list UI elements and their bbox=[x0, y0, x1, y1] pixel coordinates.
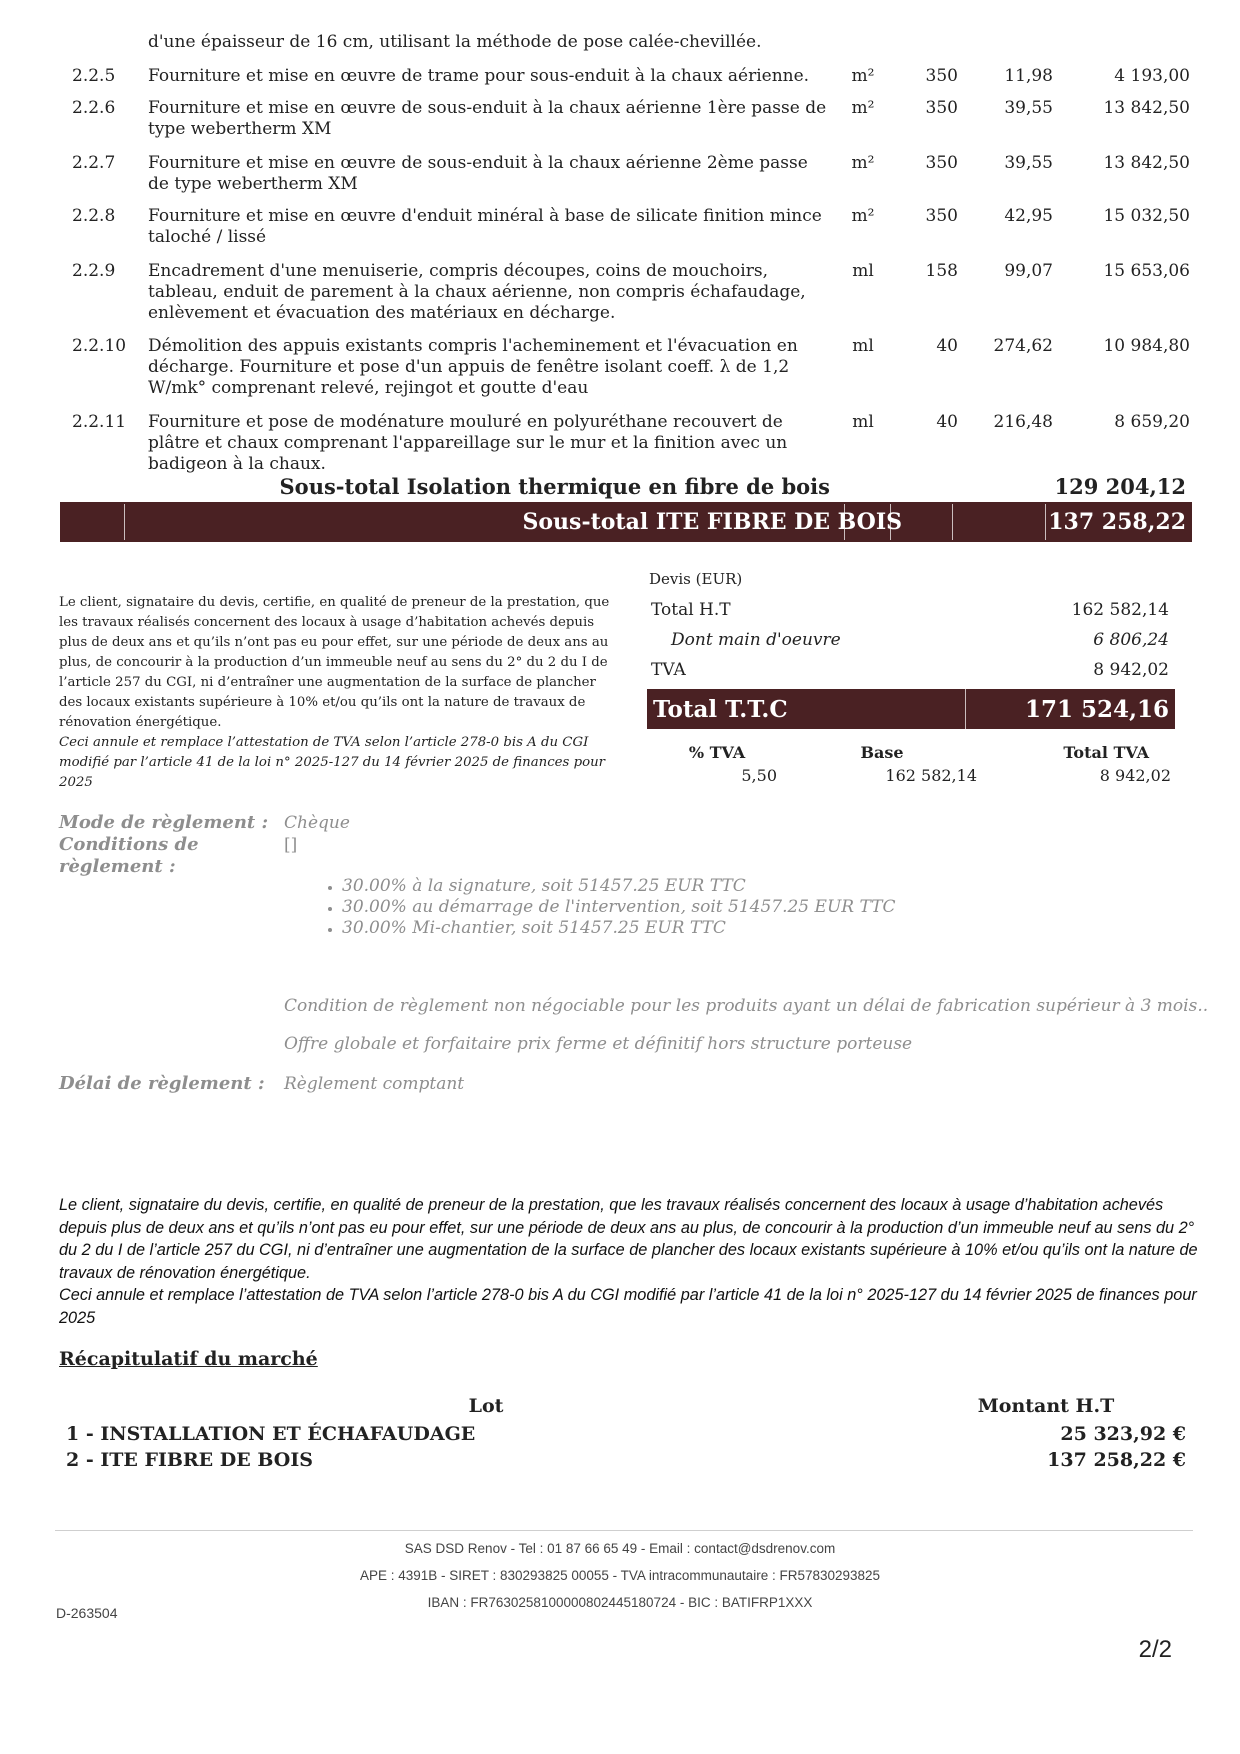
main-oeuvre-value: 6 806,24 bbox=[1093, 630, 1169, 650]
recap-amount: 137 258,22 € bbox=[1047, 1449, 1186, 1471]
attestation-text: Le client, signataire du devis, certifie, en qualité de preneur de la prestation, que les travaux réalisés concernent des locaux à usage d’habitation achevés depuis plus de deux ans et qu’ils n’ont pas eu pour effet, sur une période de deux ans au plus, de concourir à la production d’un immeuble neuf au sens du 2° du 2 du I de l’article 257 du CGI, ni d’entraîner une augmentation de la surface de plancher des locaux existants supérieure à 10% et/ou qu’ils ont la nature de travaux de rénovation énergétique. bbox=[59, 595, 610, 730]
table-row bbox=[66, 1423, 1186, 1449]
item-quantity: 350 bbox=[925, 153, 958, 173]
tva-label: TVA bbox=[651, 660, 686, 680]
item-description: Encadrement d'une menuiserie, compris découpes, coins de mouchoirs, tableau, enduit de parement à la chaux aérienne, non compris échafaudage, enlèvement et évacuation des matériaux en décharge. bbox=[148, 261, 806, 323]
payment-delay-value: Règlement comptant bbox=[284, 1074, 465, 1094]
recap-lot: 2 - ITE FIBRE DE BOIS bbox=[66, 1449, 313, 1471]
payment-conditions-label: Conditions de règlement : bbox=[59, 834, 199, 877]
item-unit: m² bbox=[851, 153, 875, 173]
footer-registration: APE : 4391B - SIRET : 830293825 00055 - TVA intracommunautaire : FR57830293825 bbox=[359, 1568, 881, 1583]
payment-schedule bbox=[320, 876, 895, 939]
payment-mode-value: Chèque bbox=[284, 813, 350, 833]
tva-rate: 5,50 bbox=[741, 766, 777, 785]
tva-base-header: Base bbox=[860, 743, 904, 762]
item-total: 15 032,50 bbox=[1103, 206, 1190, 226]
tva-base: 162 582,14 bbox=[885, 766, 977, 785]
page-number: 2/2 bbox=[1138, 1636, 1172, 1663]
item-description: Démolition des appuis existants compris l'acheminement et l'évacuation en décharge. Fourniture et pose d'un appuis de fenêtre isolant coeff. λ de 1,2 W/mk° comprenant relevé, rejingot et goutte d'eau bbox=[148, 336, 798, 398]
total-ttc-value: 171 524,16 bbox=[1024, 695, 1169, 723]
column-divider bbox=[124, 504, 125, 540]
item-description: Fourniture et pose de modénature mouluré en polyuréthane recouvert de plâtre et chaux comprenant l'appareillage sur le mur et la finition avec un badigeon à la chaux. bbox=[148, 412, 788, 474]
item-quantity: 350 bbox=[925, 98, 958, 118]
item-description: d'une épaisseur de 16 cm, utilisant la méthode de pose calée-chevillée. bbox=[148, 32, 762, 52]
item-code: 2.2.10 bbox=[72, 336, 127, 356]
item-unit-price: 42,95 bbox=[1004, 206, 1053, 226]
subtotal-ite-label: Sous-total ITE FIBRE DE BOIS bbox=[522, 509, 902, 535]
tva-attestation-large bbox=[59, 1194, 1199, 1329]
item-total: 4 193,00 bbox=[1114, 66, 1190, 86]
item-unit-price bbox=[958, 32, 1053, 66]
item-total: 13 842,50 bbox=[1103, 98, 1190, 118]
item-total: 15 653,06 bbox=[1103, 261, 1190, 281]
column-divider bbox=[1045, 504, 1046, 540]
subtotal-ite-value: 137 258,22 bbox=[1048, 509, 1186, 535]
table-row bbox=[66, 1449, 1186, 1475]
item-unit-price: 39,55 bbox=[1004, 98, 1053, 118]
devis-header: Devis (EUR) bbox=[649, 570, 743, 588]
item-description: Fourniture et mise en œuvre de sous-enduit à la chaux aérienne 1ère passe de type webertherm XM bbox=[148, 98, 827, 139]
recap-title: Récapitulatif du marché bbox=[59, 1348, 318, 1370]
payment-note-2: Offre globale et forfaitaire prix ferme et définitif hors structure porteuse bbox=[284, 1034, 913, 1054]
column-divider bbox=[952, 504, 953, 540]
subtotal-isolation bbox=[60, 472, 1190, 500]
item-unit: m² bbox=[851, 98, 875, 118]
item-code: 2.2.7 bbox=[72, 153, 116, 173]
tva-row bbox=[647, 655, 1175, 685]
item-quantity: 40 bbox=[936, 336, 958, 356]
item-description: Fourniture et mise en œuvre de trame pour sous-enduit à la chaux aérienne. bbox=[148, 66, 810, 86]
tva-value: 8 942,02 bbox=[1093, 660, 1169, 680]
item-unit: ml bbox=[852, 336, 874, 356]
tva-attestation-small bbox=[59, 593, 619, 793]
payment-schedule-item: • 30.00% au démarrage de l'intervention, soit 51457.25 EUR TTC bbox=[342, 897, 895, 918]
item-unit: m² bbox=[851, 66, 875, 86]
item-quantity: 350 bbox=[925, 66, 958, 86]
line-items-table bbox=[60, 32, 1190, 474]
item-total: 10 984,80 bbox=[1103, 336, 1190, 356]
total-ht-label: Total H.T bbox=[651, 600, 731, 620]
table-row bbox=[60, 66, 1190, 98]
item-code: 2.2.11 bbox=[72, 412, 127, 432]
payment-note-1: Condition de règlement non négociable pour les produits ayant un délai de fabrication supérieur à 3 mois.. bbox=[284, 996, 1209, 1016]
item-code bbox=[60, 32, 148, 66]
total-ttc-label: Total T.T.C bbox=[647, 689, 966, 729]
tva-total: 8 942,02 bbox=[1099, 766, 1171, 785]
item-unit-price: 11,98 bbox=[1004, 66, 1053, 86]
item-code: 2.2.6 bbox=[72, 98, 116, 118]
total-ht-row bbox=[647, 595, 1175, 625]
table-row bbox=[60, 336, 1190, 412]
table-row bbox=[60, 261, 1190, 336]
footer-divider bbox=[55, 1530, 1193, 1531]
item-unit: m² bbox=[851, 206, 875, 226]
recap-lot-header: Lot bbox=[468, 1395, 504, 1417]
tva-table-header bbox=[647, 743, 1175, 762]
item-unit-price: 274,62 bbox=[993, 336, 1053, 356]
item-total: 13 842,50 bbox=[1103, 153, 1190, 173]
payment-conditions-value: [] bbox=[284, 835, 298, 855]
item-unit-price: 216,48 bbox=[993, 412, 1053, 432]
item-unit: ml bbox=[852, 412, 874, 432]
item-code: 2.2.9 bbox=[72, 261, 116, 281]
table-row bbox=[60, 32, 1190, 66]
tva-rate-header: % TVA bbox=[688, 743, 746, 762]
table-row bbox=[60, 153, 1190, 206]
table-row bbox=[60, 412, 1190, 474]
item-code: 2.2.5 bbox=[72, 66, 116, 86]
footer-bank: IBAN : FR7630258100000802445180724 - BIC : BATIFRP1XXX bbox=[427, 1595, 813, 1610]
recap-amount-header: Montant H.T bbox=[977, 1395, 1115, 1417]
item-unit-price: 39,55 bbox=[1004, 153, 1053, 173]
recap-header bbox=[66, 1395, 1186, 1423]
item-unit-price: 99,07 bbox=[1004, 261, 1053, 281]
subtotal-isolation-label: Sous-total Isolation thermique en fibre de bois bbox=[279, 473, 830, 499]
recap-table bbox=[66, 1395, 1186, 1475]
main-oeuvre-label: Dont main d'oeuvre bbox=[671, 630, 841, 650]
payment-mode-label: Mode de règlement : bbox=[59, 812, 269, 833]
subtotal-ite-bar bbox=[60, 502, 1192, 542]
total-ht-value: 162 582,14 bbox=[1071, 600, 1169, 620]
attestation-note: Ceci annule et remplace l’attestation de TVA selon l’article 278-0 bis A du CGI modifié par l’article 41 de la loi n° 2025-127 du 14 février 2025 de finances pour 2025 bbox=[59, 735, 606, 790]
recap-lot: 1 - INSTALLATION ET ÉCHAFAUDAGE bbox=[66, 1423, 476, 1445]
payment-delay-label: Délai de règlement : bbox=[59, 1073, 265, 1094]
item-description: Fourniture et mise en œuvre d'enduit minéral à base de silicate finition mince taloché / lissé bbox=[148, 206, 822, 247]
item-code: 2.2.8 bbox=[72, 206, 116, 226]
document-reference: D-263504 bbox=[56, 1605, 118, 1621]
subtotal-isolation-value: 129 204,12 bbox=[1054, 473, 1186, 499]
item-quantity: 350 bbox=[925, 206, 958, 226]
item-total: 8 659,20 bbox=[1114, 412, 1190, 432]
tva-total-header: Total TVA bbox=[1063, 743, 1149, 762]
main-oeuvre-row bbox=[647, 625, 1175, 655]
payment-schedule-item: • 30.00% Mi-chantier, soit 51457.25 EUR TTC bbox=[342, 918, 895, 939]
payment-schedule-item: • 30.00% à la signature, soit 51457.25 EUR TTC bbox=[342, 876, 895, 897]
total-ttc-bar bbox=[647, 689, 1175, 729]
item-quantity: 40 bbox=[936, 412, 958, 432]
attestation-text: Le client, signataire du devis, certifie, en qualité de preneur de la prestation, que les travaux réalisés concernent des locaux à usage d’habitation achevés depuis plus de deux ans et qu’ils n’ont pas eu pour effet, sur une période de deux ans au plus, de concourir à la production d’un immeuble neuf au sens du 2° du 2 du I de l’article 257 du CGI, ni d’entraîner une augmentation de la surface de plancher des locaux existants supérieure à 10% et/ou qu’ils ont la nature de travaux de rénovation énergétique. bbox=[59, 1196, 1198, 1282]
attestation-note: Ceci annule et remplace l’attestation de TVA selon l’article 278-0 bis A du CGI modifié par l’article 41 de la loi n° 2025-127 du 14 février 2025 de finances pour 2025 bbox=[59, 1286, 1197, 1327]
item-quantity bbox=[888, 32, 958, 66]
devis-summary bbox=[647, 570, 1175, 785]
tva-table-row bbox=[647, 766, 1175, 785]
item-quantity: 158 bbox=[925, 261, 958, 281]
item-unit: ml bbox=[852, 261, 874, 281]
recap-amount: 25 323,92 € bbox=[1060, 1423, 1186, 1445]
item-total bbox=[1053, 32, 1190, 66]
table-row bbox=[60, 98, 1190, 153]
item-unit bbox=[838, 32, 888, 66]
table-row bbox=[60, 206, 1190, 261]
footer-company: SAS DSD Renov - Tel : 01 87 66 65 49 - Email : contact@dsdrenov.com bbox=[404, 1541, 836, 1556]
item-description: Fourniture et mise en œuvre de sous-enduit à la chaux aérienne 2ème passe de type webertherm XM bbox=[148, 153, 808, 194]
